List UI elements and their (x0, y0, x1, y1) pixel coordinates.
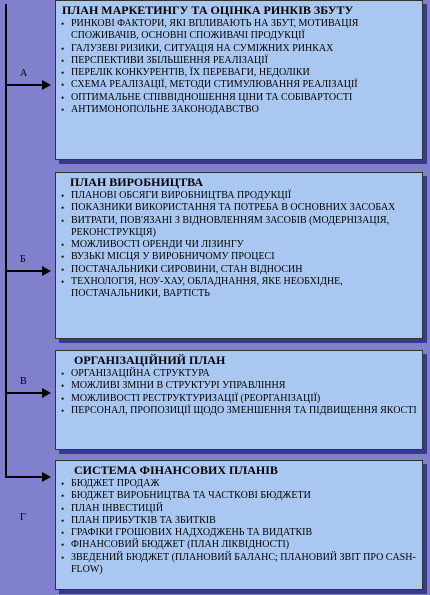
bullet-icon: • (61, 381, 65, 392)
section-v-box (55, 350, 423, 450)
bullet-icon: • (61, 405, 65, 416)
section-a-list (60, 18, 419, 116)
bullet-icon: • (61, 264, 65, 275)
section-b-list (60, 190, 419, 301)
bullet-icon: • (61, 479, 65, 489)
bullet-icon: • (61, 277, 65, 288)
section-b-connector (5, 270, 43, 272)
bullet-icon: • (61, 515, 65, 526)
list-item: • ГАЛУЗЕВІ РИЗИКИ, СИТУАЦІЯ НА СУМІЖНИХ РИНКАХ (61, 42, 334, 54)
section-g-box (55, 460, 423, 590)
section-g-title: СИСТЕМА ФІНАНСОВИХ ПЛАНІВ (74, 463, 278, 477)
list-item: • СХЕМА РЕАЛІЗАЦІЇ, МЕТОДИ СТИМУЛЮВАННЯ РЕАЛІЗАЦІЇ (61, 79, 358, 91)
section-g-arrow-icon (42, 472, 51, 482)
section-b-box (55, 172, 423, 339)
list-item: • АНТИМОНОПОЛЬНЕ ЗАКОНОДАВСТВО (61, 104, 259, 116)
list-item: • ФІНАНСОВИЙ БЮДЖЕТ (ПЛАН ЛІКВІДНОСТІ) (61, 539, 290, 551)
list-item: • МОЖЛИВІ ЗМІНИ В СТРУКТУРІ УПРАВЛІННЯ (61, 380, 286, 392)
list-item: • БЮДЖЕТ ПРОДАЖ (61, 478, 160, 489)
section-a-box (55, 0, 423, 160)
section-a-arrow-icon (42, 80, 51, 90)
bullet-icon: • (61, 80, 65, 91)
bullet-icon: • (61, 55, 65, 66)
bullet-icon: • (61, 19, 65, 29)
bullet-icon: • (61, 105, 65, 116)
list-item: • ПЛАН ПРИБУТКІВ ТА ЗБИТКІВ (61, 514, 216, 526)
list-item: • ОРГАНІЗАЦІЙНА СТРУКТУРА (61, 368, 210, 379)
list-item: • ГРАФІКИ ГРОШОВИХ НАДХОДЖЕНЬ ТА ВИДАТКІВ (61, 527, 313, 539)
section-b-arrow-icon (42, 266, 51, 276)
list-item: • ОПТИМАЛЬНЕ СПІВВІДНОШЕННЯ ЦІНИ ТА СОБІВАРТОСТІ (61, 91, 353, 103)
section-v-arrow-icon (42, 388, 51, 398)
bullet-icon: • (61, 43, 65, 54)
section-b-letter: Б (20, 254, 26, 265)
bullet-icon: • (61, 393, 65, 404)
list-item: • ПЕРСОНАЛ, ПРОПОЗИЦІЇ ЩОДО ЗМЕНШЕННЯ ТА ПІДВИЩЕННЯ ЯКОСТІ (61, 404, 417, 416)
section-a-title: ПЛАН МАРКЕТИНГУ ТА ОЦІНКА РИНКІВ ЗБУТУ (62, 3, 354, 17)
section-g-connector (5, 476, 43, 478)
section-v-list (60, 368, 419, 417)
list-item: • ВУЗЬКІ МІСЦЯ У ВИРОБНИЧОМУ ПРОЦЕСІ (61, 251, 275, 263)
section-b-title: ПЛАН ВИРОБНИЦТВА (70, 175, 204, 189)
list-item: • БЮДЖЕТ ВИРОБНИЦТВА ТА ЧАСТКОВІ БЮДЖЕТИ (61, 490, 311, 502)
bullet-icon: • (61, 191, 65, 201)
bullet-icon: • (61, 92, 65, 103)
bullet-icon: • (61, 369, 65, 379)
list-item: • ПЛАН ІНВЕСТИЦІЙ (61, 502, 164, 514)
bullet-icon: • (61, 215, 65, 226)
list-item: • ПЕРСПЕКТИВИ ЗБІЛЬШЕННЯ РЕАЛІЗАЦІЇ (61, 54, 268, 66)
bullet-icon: • (61, 491, 65, 502)
section-v-connector (5, 392, 43, 394)
list-item: • ПЛАНОВІ ОБСЯГИ ВИРОБНИЦТВА ПРОДУКЦІЇ (61, 190, 292, 201)
bullet-icon: • (61, 503, 65, 514)
list-item: • ТЕХНОЛОГІЯ, НОУ-ХАУ, ОБЛАДНАННЯ, ЯКЕ НЕОБХІДНЕ, ПОСТАЧАЛЬНИКИ, ВАРТІСТЬ (61, 276, 343, 300)
section-g-letter: Г (20, 512, 26, 523)
bullet-icon: • (61, 240, 65, 251)
bullet-icon: • (61, 552, 65, 563)
bullet-icon: • (61, 68, 65, 79)
list-item: • МОЖЛИВОСТІ ОРЕНДИ ЧИ ЛІЗИНГУ (61, 239, 244, 251)
list-item: • ЗВЕДЕНИЙ БЮДЖЕТ (ПЛАНОВИЙ БАЛАНС; ПЛАНОВИЙ ЗВІТ ПРО CASH-FLOW) (61, 551, 416, 576)
bullet-icon: • (61, 528, 65, 539)
bullet-icon: • (61, 252, 65, 263)
bullet-icon: • (61, 203, 65, 214)
section-v-letter: В (20, 376, 27, 387)
bullet-icon: • (61, 540, 65, 551)
list-item: • ВИТРАТИ, ПОВ'ЯЗАНІ З ВІДНОВЛЕННЯМ ЗАСОБІВ (МОДЕРНІЗАЦІЯ, РЕКОНСТРУКЦІЯ) (61, 214, 390, 238)
section-g-list (60, 478, 419, 576)
section-a-letter: А (20, 68, 28, 79)
section-a-connector (5, 84, 43, 86)
list-item: • ПОКАЗНИКИ ВИКОРИСТАННЯ ТА ПОТРЕБА В ОСНОВНИХ ЗАСОБАХ (61, 202, 396, 214)
section-v-title: ОРГАНІЗАЦІЙНИЙ ПЛАН (74, 353, 226, 367)
list-item: • ПОСТАЧАЛЬНИКИ СИРОВИНИ, СТАН ВІДНОСИН (61, 263, 303, 275)
list-item: • МОЖЛИВОСТІ РЕСТРУКТУРИЗАЦІЇ (РЕОРГАНІЗАЦІЇ) (61, 392, 321, 404)
vertical-connector-line (5, 4, 7, 478)
list-item: • ПЕРЕЛІК КОНКУРЕНТІВ, ЇХ ПЕРЕВАГИ, НЕДОЛІКИ (61, 67, 310, 79)
list-item: • РИНКОВІ ФАКТОРИ, ЯКІ ВПЛИВАЮТЬ НА ЗБУТ, МОТИВАЦІЯ СПОЖИВАЧІВ, ОСНОВНІ СПОЖИВАЧІ ПРОДУКЦІЇ (61, 18, 359, 42)
